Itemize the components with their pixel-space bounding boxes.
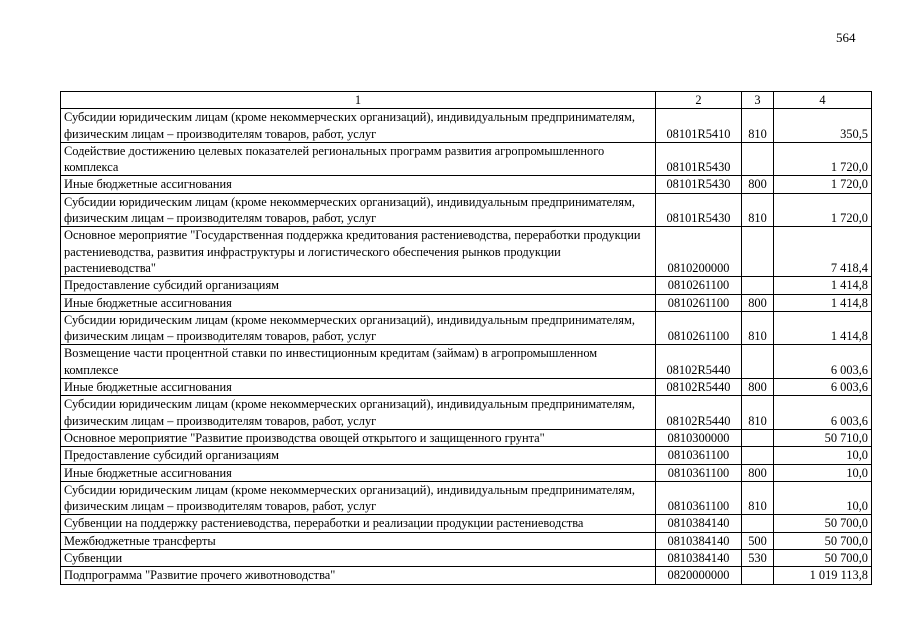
row-code-cell: 0810261100 <box>656 294 742 311</box>
row-code-cell: 0810300000 <box>656 429 742 446</box>
row-name-cell: Субсидии юридическим лицам (кроме некоммерческих организаций), индивидуальным предпринимателям, физическим лицам – производителям товаров, работ, услуг <box>61 311 656 345</box>
row-name-cell: Субвенции на поддержку растениеводства, переработки и реализации продукции растениеводства <box>61 515 656 532</box>
column-header-1: 1 <box>61 92 656 109</box>
row-type-cell <box>742 277 774 294</box>
table-row <box>61 447 872 464</box>
row-sum-cell: 6 003,6 <box>774 379 872 396</box>
table-row <box>61 532 872 549</box>
row-code-cell: 0820000000 <box>656 567 742 584</box>
row-name-cell: Предоставление субсидий организациям <box>61 277 656 294</box>
row-sum-cell: 1 720,0 <box>774 193 872 227</box>
row-sum-cell: 1 414,8 <box>774 311 872 345</box>
row-sum-cell: 1 414,8 <box>774 294 872 311</box>
row-name-cell: Возмещение части процентной ставки по инвестиционным кредитам (займам) в агропромышленном комплексе <box>61 345 656 379</box>
row-type-cell: 530 <box>742 550 774 567</box>
row-code-cell: 08101R5430 <box>656 193 742 227</box>
row-sum-cell: 1 414,8 <box>774 277 872 294</box>
column-header-2: 2 <box>656 92 742 109</box>
row-sum-cell: 350,5 <box>774 109 872 143</box>
table-row <box>61 176 872 193</box>
row-type-cell <box>742 567 774 584</box>
table-row <box>61 193 872 227</box>
table-row <box>61 481 872 515</box>
row-name-cell: Иные бюджетные ассигнования <box>61 379 656 396</box>
row-type-cell <box>742 345 774 379</box>
table-row <box>61 142 872 176</box>
table-row <box>61 379 872 396</box>
table-row <box>61 277 872 294</box>
row-name-cell: Межбюджетные трансферты <box>61 532 656 549</box>
table-row <box>61 396 872 430</box>
row-type-cell: 810 <box>742 193 774 227</box>
table-body <box>61 92 872 585</box>
row-sum-cell: 1 720,0 <box>774 176 872 193</box>
row-name-cell: Субсидии юридическим лицам (кроме некоммерческих организаций), индивидуальным предпринимателям, физическим лицам – производителям товаров, работ, услуг <box>61 193 656 227</box>
table-header-row <box>61 92 872 109</box>
row-type-cell <box>742 429 774 446</box>
row-name-cell: Субвенции <box>61 550 656 567</box>
row-sum-cell: 50 700,0 <box>774 515 872 532</box>
row-sum-cell: 10,0 <box>774 464 872 481</box>
row-type-cell: 810 <box>742 481 774 515</box>
row-sum-cell: 10,0 <box>774 447 872 464</box>
row-type-cell: 810 <box>742 109 774 143</box>
row-sum-cell: 7 418,4 <box>774 227 872 277</box>
row-code-cell: 0810384140 <box>656 532 742 549</box>
row-code-cell: 08101R5430 <box>656 142 742 176</box>
row-code-cell: 08101R5430 <box>656 176 742 193</box>
row-code-cell: 0810361100 <box>656 464 742 481</box>
budget-table <box>60 91 872 585</box>
row-sum-cell: 6 003,6 <box>774 396 872 430</box>
table-row <box>61 345 872 379</box>
table-row <box>61 429 872 446</box>
table-row <box>61 294 872 311</box>
row-code-cell: 08102R5440 <box>656 396 742 430</box>
table-row <box>61 311 872 345</box>
row-sum-cell: 50 710,0 <box>774 429 872 446</box>
row-name-cell: Подпрограмма "Развитие прочего животноводства" <box>61 567 656 584</box>
row-type-cell: 500 <box>742 532 774 549</box>
row-code-cell: 0810384140 <box>656 515 742 532</box>
row-code-cell: 0810261100 <box>656 311 742 345</box>
row-code-cell: 0810361100 <box>656 447 742 464</box>
table-row <box>61 515 872 532</box>
row-name-cell: Основное мероприятие "Развитие производства овощей открытого и защищенного грунта" <box>61 429 656 446</box>
table-row <box>61 109 872 143</box>
column-header-4: 4 <box>774 92 872 109</box>
row-name-cell: Предоставление субсидий организациям <box>61 447 656 464</box>
row-code-cell: 0810200000 <box>656 227 742 277</box>
row-type-cell: 800 <box>742 464 774 481</box>
table-row <box>61 227 872 277</box>
row-type-cell <box>742 227 774 277</box>
row-code-cell: 08101R5410 <box>656 109 742 143</box>
table-row <box>61 464 872 481</box>
row-type-cell: 800 <box>742 379 774 396</box>
row-name-cell: Содействие достижению целевых показателей региональных программ развития агропромышленного комплекса <box>61 142 656 176</box>
row-sum-cell: 1 019 113,8 <box>774 567 872 584</box>
row-sum-cell: 50 700,0 <box>774 550 872 567</box>
row-sum-cell: 10,0 <box>774 481 872 515</box>
row-code-cell: 0810361100 <box>656 481 742 515</box>
row-sum-cell: 6 003,6 <box>774 345 872 379</box>
page-number: 564 <box>836 30 856 45</box>
row-code-cell: 0810384140 <box>656 550 742 567</box>
table-row <box>61 567 872 584</box>
row-name-cell: Иные бюджетные ассигнования <box>61 176 656 193</box>
row-sum-cell: 1 720,0 <box>774 142 872 176</box>
row-sum-cell: 50 700,0 <box>774 532 872 549</box>
row-type-cell: 800 <box>742 176 774 193</box>
row-name-cell: Субсидии юридическим лицам (кроме некоммерческих организаций), индивидуальным предпринимателям, физическим лицам – производителям товаров, работ, услуг <box>61 109 656 143</box>
row-type-cell <box>742 447 774 464</box>
row-name-cell: Субсидии юридическим лицам (кроме некоммерческих организаций), индивидуальным предпринимателям, физическим лицам – производителям товаров, работ, услуг <box>61 481 656 515</box>
row-name-cell: Субсидии юридическим лицам (кроме некоммерческих организаций), индивидуальным предпринимателям, физическим лицам – производителям товаров, работ, услуг <box>61 396 656 430</box>
row-type-cell: 810 <box>742 311 774 345</box>
table-row <box>61 550 872 567</box>
row-type-cell: 800 <box>742 294 774 311</box>
row-code-cell: 08102R5440 <box>656 345 742 379</box>
row-name-cell: Иные бюджетные ассигнования <box>61 464 656 481</box>
row-name-cell: Основное мероприятие "Государственная поддержка кредитования растениеводства, переработки продукции растениеводства, развития инфраструктуры и логистического обеспечения рынков продукции растениеводства" <box>61 227 656 277</box>
row-code-cell: 08102R5440 <box>656 379 742 396</box>
row-name-cell: Иные бюджетные ассигнования <box>61 294 656 311</box>
row-type-cell <box>742 142 774 176</box>
row-type-cell <box>742 515 774 532</box>
row-code-cell: 0810261100 <box>656 277 742 294</box>
column-header-3: 3 <box>742 92 774 109</box>
row-type-cell: 810 <box>742 396 774 430</box>
